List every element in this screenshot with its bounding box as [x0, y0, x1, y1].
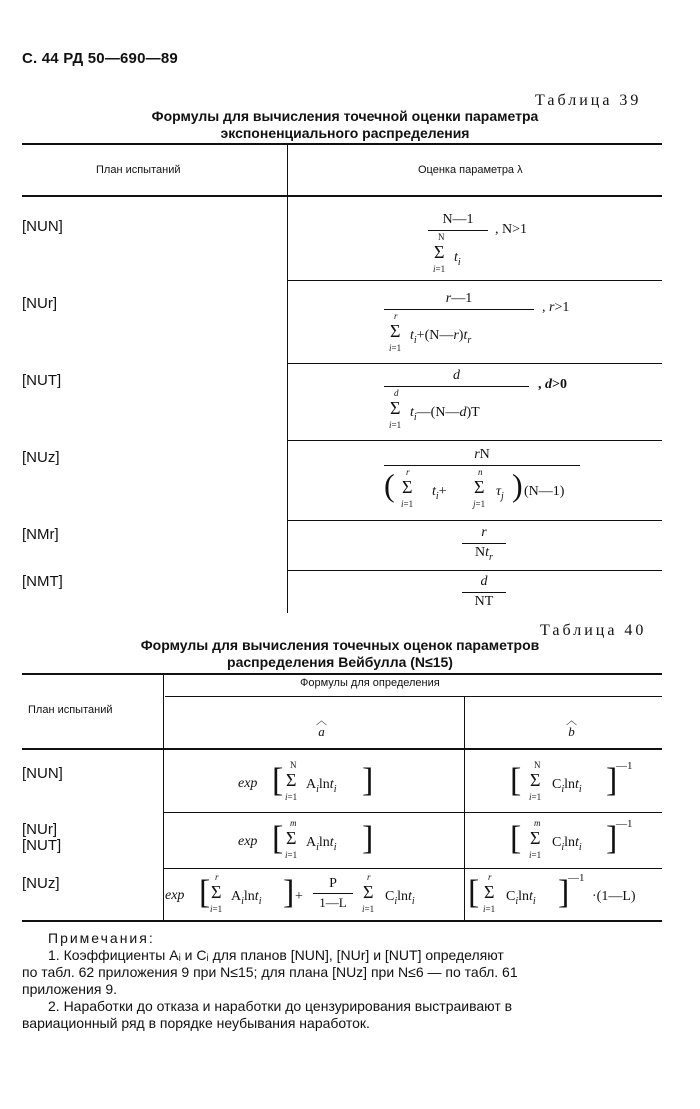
formula-condition: , N>1: [495, 222, 528, 237]
formula-denominator: $Nt_r$: [475, 545, 493, 563]
table-39-col-estimate: Оценка параметра λ: [418, 164, 523, 176]
fraction-bar: [428, 230, 488, 231]
table-39-title-line1: Формулы для вычисления точечной оценки параметра: [151, 108, 539, 124]
row-separator: [287, 520, 662, 521]
row-separator: [287, 280, 662, 281]
table-39-column-divider: [287, 195, 288, 613]
formula-numerator: d: [453, 368, 460, 383]
table-39-number: Таблица 39: [535, 92, 642, 109]
table-40-ab-divider: [464, 697, 465, 920]
fraction-bar: [462, 592, 506, 593]
table-40-title-line1: Формулы для вычисления точечных оценок параметров: [140, 637, 540, 653]
table-39-title-line2: экспоненциального распределения: [220, 125, 470, 141]
note-1-line-3: приложения 9.: [22, 981, 117, 997]
table-39-row-plan: [NUN]: [22, 218, 63, 235]
table-40-number: Таблица 40: [540, 622, 647, 639]
formula-numerator: rN: [474, 447, 490, 462]
note-1-line-2: по табл. 62 приложения 9 при N≤15; для плана [NUz] при N≤6 — по табл. 61: [22, 964, 518, 980]
row-separator: [287, 440, 662, 441]
notes-heading: Примечания:: [48, 930, 155, 946]
table-39-header-rule: [22, 195, 662, 197]
formula-numerator: d: [480, 574, 488, 589]
formula-b-nur-nut: [ m Σ i=1 $C_i\ln t_i$ ] —1: [510, 818, 633, 860]
table-39-row-plan: [NUT]: [22, 372, 62, 389]
table-40-top-rule: [22, 673, 662, 675]
table-39-title: [100, 108, 590, 142]
table-40-col-a: ︿ a: [316, 715, 327, 739]
row-separator: [287, 363, 662, 364]
formula-b-nuz: [ r Σ i=1 $C_i\ln t_i$ ] —1 ·(1—L): [468, 872, 636, 914]
formula-condition: , d>0: [538, 377, 567, 392]
table-40-group-rule: [165, 696, 662, 697]
page-header: С. 44 РД 50—690—89: [22, 50, 178, 67]
formula-numerator: N—1: [442, 212, 474, 227]
table-40-row-plan: [NUz]: [22, 875, 60, 892]
row-separator: [163, 868, 662, 869]
table-39-col-plan: План испытаний: [96, 164, 181, 176]
formula-a-nur-nut: exp [ m Σ i=1 $A_i\ln t_i$ ]: [238, 818, 374, 860]
note-2-line-2: вариационный ряд в порядке неубывания наработок.: [22, 1015, 370, 1031]
fraction-bar: [462, 543, 506, 544]
formula-condition: , r>1: [542, 300, 570, 315]
note-2-line-1: 2. Наработки до отказа и наработки до цензурирования выстраивают в: [48, 998, 513, 1014]
table-40-col-group: Формулы для определения: [300, 677, 440, 689]
row-separator: [287, 570, 662, 571]
table-40-bottom-rule: [22, 920, 662, 922]
table-39-row-plan: [NUz]: [22, 449, 60, 466]
row-separator: [163, 812, 662, 813]
table-39-row-plan: [NUr]: [22, 295, 57, 312]
formula-numerator: r: [481, 525, 487, 540]
note-1-line-1: 1. Коэффициенты Aᵢ и Cᵢ для планов [NUN], [NUr] и [NUT] определяют: [48, 947, 504, 963]
table-40-col-plan: План испытаний: [28, 704, 113, 716]
table-40-row-plan: [NUr] [NUT]: [22, 821, 62, 854]
table-40-header-rule: [22, 748, 662, 750]
formula-numerator: r—1: [445, 291, 473, 306]
table-40-row-plan: [NUN]: [22, 765, 63, 782]
table-40-title-line2: распределения Вейбулла (N≤15): [227, 654, 453, 670]
table-39-row-plan: [NMr]: [22, 526, 59, 543]
table-40-title: [100, 637, 580, 671]
table-39-row-plan: [NMT]: [22, 573, 63, 590]
formula-a-nun: exp [ N Σ i=1 $A_i\ln t_i$ ]: [238, 760, 374, 802]
table-39-top-rule: [22, 143, 662, 145]
fraction-bar: [384, 309, 534, 310]
fraction-bar: [384, 386, 529, 387]
notes: [22, 930, 672, 1032]
table-40-col-b: ︿ b: [566, 715, 577, 739]
formula-a-nuz: exp [ r Σ i=1 $A_i\ln t_i$ ] + P 1—L r Σ i=1 $C_i\ln t_i$: [165, 872, 415, 914]
fraction-bar: [384, 465, 580, 466]
formula-b-nun: [ N Σ i=1 $C_i\ln t_i$ ] —1: [510, 760, 633, 802]
formula-denominator: NT: [474, 594, 494, 609]
table-39-header-divider: [287, 145, 288, 195]
